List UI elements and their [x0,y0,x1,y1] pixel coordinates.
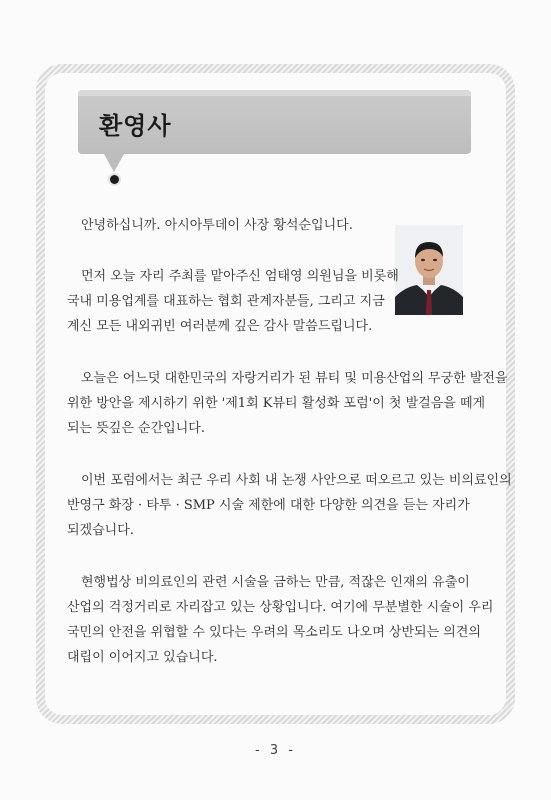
paragraph-forum-intro [67,366,508,441]
text-line: 산업의 걱정거리로 자리잡고 있는 상황입니다. 여기에 무분별한 시술이 우리 [67,600,494,615]
text-line: 이번 포럼에서는 최근 우리 사회 내 논쟁 사안으로 떠오르고 있는 비의료인의 [81,473,512,488]
page-title: 환영사 [99,112,172,140]
title-bullet-dot [110,175,119,184]
text-line: 위한 방안을 제시하기 위한 '제1회 K뷰티 활성화 포럼'이 첫 발걸음을 떼게 [67,396,486,411]
paragraph-greeting [67,213,353,238]
text-line: 되겠습니다. [67,523,134,538]
title-banner-pointer [104,154,124,172]
text-line: 현행법상 비의료인의 관련 시술을 금하는 만큼, 적잖은 인재의 유출이 [81,575,470,590]
text-line: 대립이 이어지고 있습니다. [67,650,218,665]
text-line: 반영구 화장 · 타투 · SMP 시술 제한에 대한 다양한 의견을 듣는 자리가 [67,498,470,513]
page-number: - 3 - [255,743,296,758]
text-line: 되는 뜻깊은 순간입니다. [67,421,205,436]
paragraph-current-law [67,570,494,670]
text-line: 국내 미용업계를 대표하는 협회 관계자분들, 그리고 지금 [67,294,385,309]
text-line: 오늘은 어느덧 대한민국의 자랑거리가 된 뷰티 및 미용산업의 무궁한 발전을 [81,371,508,386]
text-line: 계신 모든 내외귀빈 여러분께 깊은 감사 말씀드립니다. [67,319,373,334]
paragraph-thanks [67,264,399,339]
paragraph-forum-topic [67,468,512,543]
text-line: 안녕하십니까. 아시아투데이 사장 황석순입니다. [81,218,353,233]
speaker-portrait [395,225,463,315]
text-line: 국민의 안전을 위협할 수 있다는 우려의 목소리도 나오며 상반되는 의견의 [67,625,481,640]
text-line: 먼저 오늘 자리 주최를 맡아주신 엄태영 의원님을 비롯해 [81,269,399,284]
